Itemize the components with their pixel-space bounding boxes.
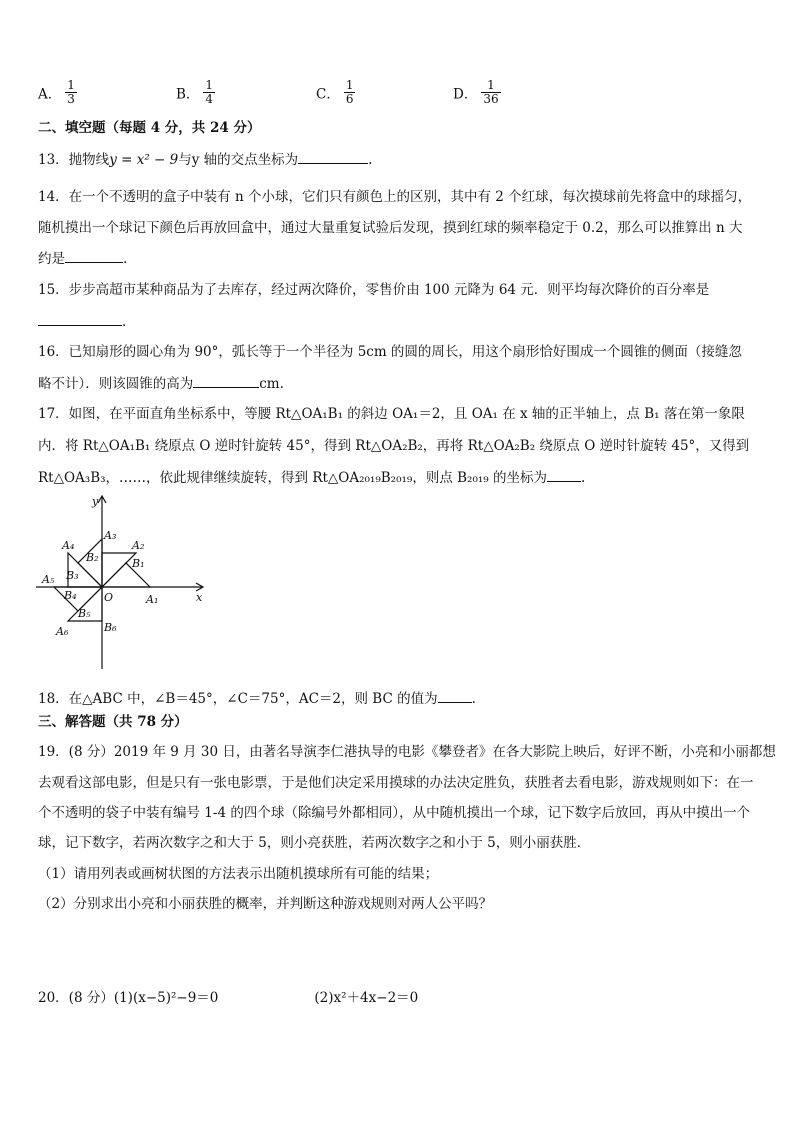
label-a5: A₅ <box>42 573 55 586</box>
fraction: $\frac{1}{36}$ <box>483 78 499 106</box>
label-b1: B₁ <box>132 557 145 570</box>
question-14-line-3: 约是 . <box>38 248 127 269</box>
section-heading-fill-in: 二、填空题（每题 4 分，共 24 分） <box>38 120 261 136</box>
answer-blank[interactable] <box>193 373 259 388</box>
question-19-line-1: 19．(8 分）2019 年 9 月 30 日，由著名导演李仁港执导的电影《攀登者》在各大影院上映后，好评不断，小亮和小丽都想 <box>38 744 776 760</box>
rotation-figure <box>36 493 216 673</box>
question-19-line-3: 个不透明的袋子中装有编号 1-4 的四个球（除编号外都相同），从中随机摸出一个球，记下数字后放回，再从中摸出一个 <box>38 805 751 821</box>
label-a1: A₁ <box>146 593 159 606</box>
option-b: B． $\frac{1}{4}$ <box>176 78 214 106</box>
question-16-line-2: 略不计）．则该圆锥的高为 cm. <box>38 373 284 394</box>
question-19-line-2: 去观看这部电影，但是只有一张电影票，于是他们决定采用摸球的办法决定胜负，获胜者去看电影，游戏规则如下：在一 <box>38 775 754 791</box>
question-19-line-4: 球，记下数字，若两次数字之和大于 5，则小亮获胜，若两次数字之和小于 5，则小丽获胜． <box>38 835 591 851</box>
label-b4: B₄ <box>64 589 77 602</box>
triangle-oa2b2 <box>102 553 136 587</box>
label-y: y <box>92 495 99 508</box>
option-c: C． $\frac{1}{6}$ <box>316 78 354 106</box>
question-19-sub-1: （1）请用列表或画树状图的方法表示出随机摸球所有可能的结果； <box>38 866 439 882</box>
label-x: x <box>196 591 203 604</box>
label-a4: A₄ <box>62 539 75 552</box>
question-16-line-1: 16．已知扇形的圆心角为 90°，弧长等于一个半径为 5cm 的圆的周长，用这个扇形恰好围成一个圆锥的侧面（接缝忽 <box>38 344 742 360</box>
question-14-line-2: 随机摸出一个球记下颜色后再放回盒中，通过大量重复试验后发现，摸到红球的频率稳定于 0.2，那么可以推算出 n 大 <box>38 220 743 236</box>
question-13: 13．抛物线y = x² − 9与y 轴的交点坐标为 . <box>38 149 372 170</box>
label-a2: A₂ <box>132 539 145 552</box>
label-b2: B₂ <box>86 551 99 564</box>
question-15-line-2: . <box>38 311 126 332</box>
fraction: $\frac{1}{4}$ <box>205 78 214 106</box>
label-b5: B₅ <box>78 607 91 620</box>
answer-blank[interactable] <box>298 149 368 164</box>
label-a3: A₃ <box>104 529 117 542</box>
label-b3: B₃ <box>66 569 79 582</box>
question-17-line-2: 内．将 Rt△OA₁B₁ 绕原点 O 逆时针旋转 45°，得到 Rt△OA₂B₂，再将 Rt△OA₂B₂ 绕原点 O 逆时针旋转 45°，又得到 <box>38 438 750 454</box>
answer-blank[interactable] <box>438 688 472 703</box>
label-o: O <box>104 591 114 604</box>
answer-blank[interactable] <box>38 311 122 326</box>
label-a6: A₆ <box>56 625 69 638</box>
option-a: A． $\frac{1}{3}$ <box>38 78 75 106</box>
question-17-line-1: 17．如图，在平面直角坐标系中，等腰 Rt△OA₁B₁ 的斜边 OA₁＝2，且 OA₁ 在 x 轴的正半轴上，点 B₁ 落在第一象限 <box>38 406 745 422</box>
answer-blank[interactable] <box>65 248 123 263</box>
label-b6: B₆ <box>104 621 117 634</box>
question-14-line-1: 14．在一个不透明的盒子中装有 n 个小球，它们只有颜色上的区别，其中有 2 个红球，每次摸球前先将盒中的球摇匀， <box>38 189 752 205</box>
question-20: 20．(8 分）(1)(x−5)²−9＝0 (2)x²＋4x−2＝0 <box>38 990 419 1006</box>
fraction: $\frac{1}{3}$ <box>67 78 75 106</box>
question-15-line-1: 15．步步高超市某种商品为了去库存，经过两次降价，零售价由 100 元降为 64 元．则平均每次降价的百分率是 <box>38 282 710 298</box>
section-heading-answer: 三、解答题（共 78 分） <box>38 714 188 730</box>
answer-blank[interactable] <box>547 467 581 482</box>
question-17-line-3: Rt△OA₃B₃，……，依此规律继续旋转，得到 Rt△OA₂₀₁₉B₂₀₁₉，则点 B₂₀₁₉ 的坐标为 . <box>38 467 585 488</box>
question-18: 18．在△ABC 中，∠B＝45°，∠C＝75°，AC＝2，则 BC 的值为 . <box>38 688 476 709</box>
fraction: $\frac{1}{6}$ <box>345 78 354 106</box>
question-19-sub-2: （2）分别求出小亮和小丽获胜的概率，并判断这种游戏规则对两人公平吗？ <box>38 896 493 912</box>
option-d: D． $\frac{1}{36}$ <box>453 78 499 106</box>
